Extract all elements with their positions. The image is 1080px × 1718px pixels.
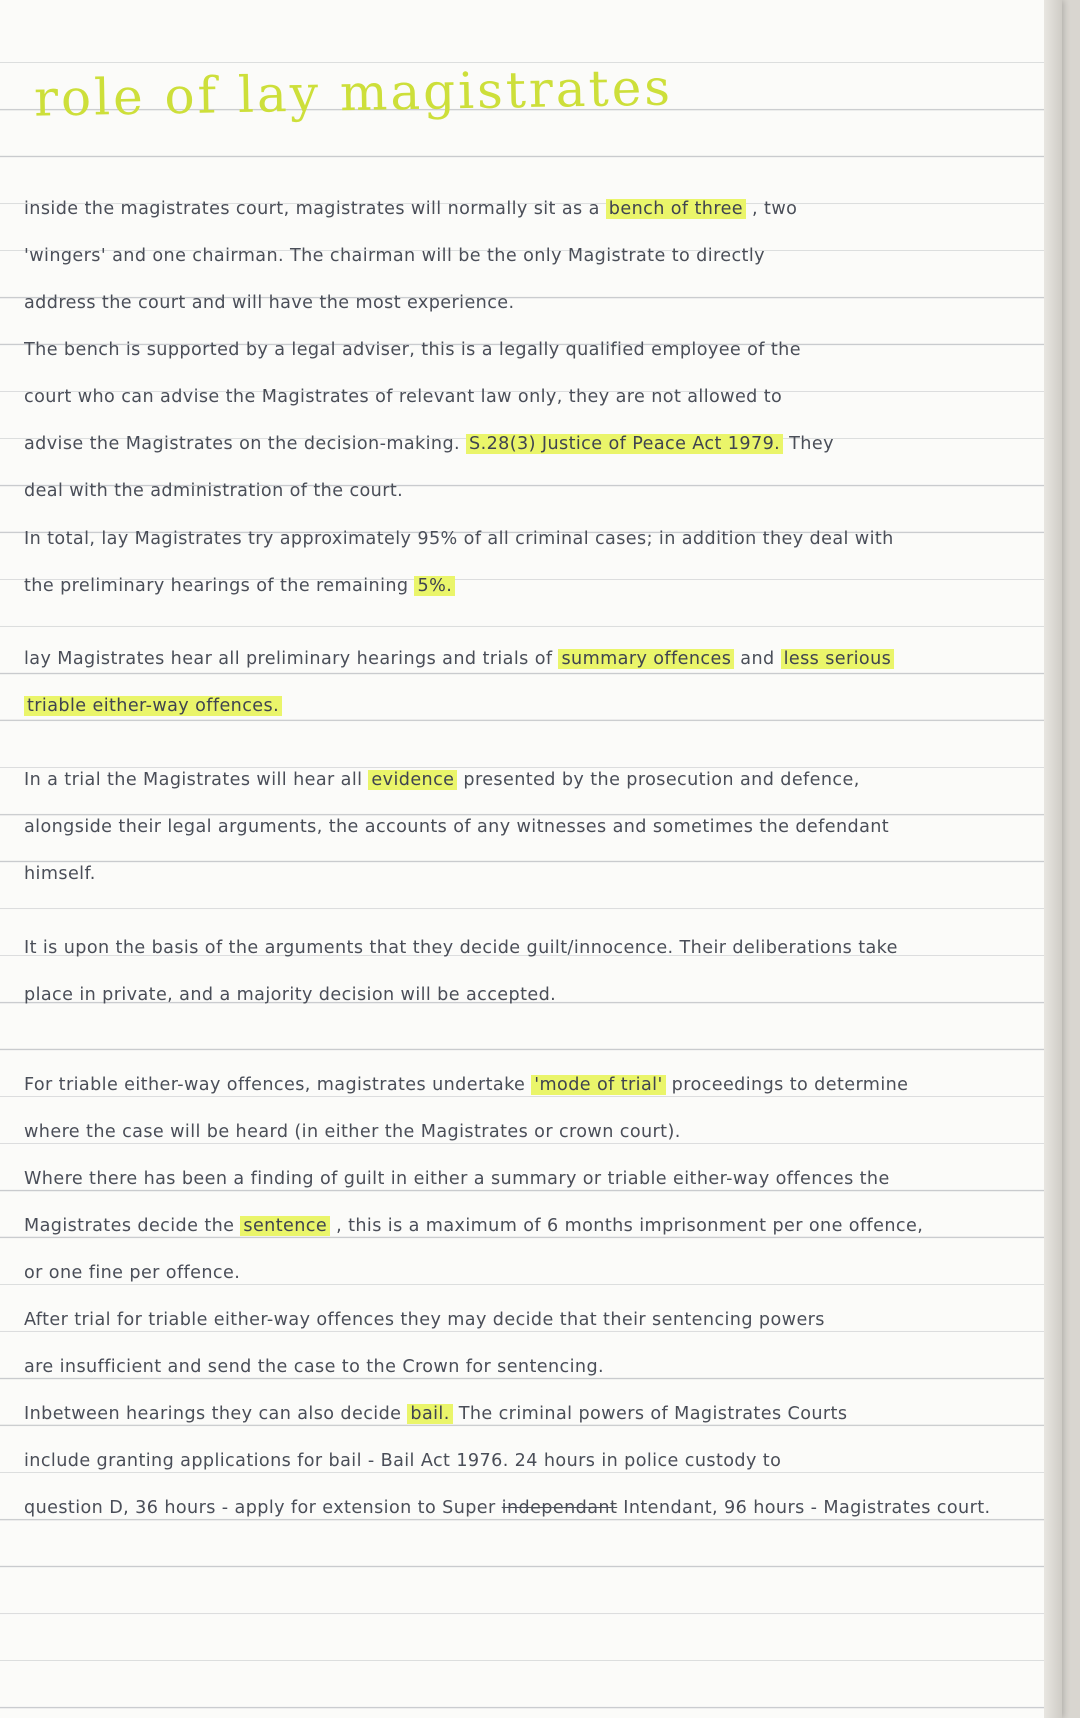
note-line bbox=[24, 1438, 1024, 1485]
highlighted-term: less serious bbox=[781, 649, 895, 669]
highlighted-term: bail. bbox=[407, 1404, 452, 1424]
note-text: are insufficient and send the case to the Crown for sentencing. bbox=[24, 1357, 605, 1377]
note-line bbox=[24, 374, 1024, 421]
note-text: lay Magistrates hear all preliminary hearings and trials of bbox=[24, 649, 559, 669]
note-line bbox=[24, 1250, 1024, 1297]
note-text: proceedings to determine bbox=[665, 1075, 909, 1095]
note-text: deal with the administration of the court. bbox=[24, 481, 404, 501]
note-text: or one fine per offence. bbox=[24, 1263, 241, 1283]
page-title: role of lay magistrates bbox=[33, 58, 674, 128]
note-line bbox=[24, 1297, 1024, 1344]
note-text: The criminal powers of Magistrates Courts bbox=[452, 1404, 848, 1424]
note-line bbox=[24, 516, 1024, 563]
note-text: In total, lay Magistrates try approximately 95% of all criminal cases; in addition they deal with bbox=[24, 529, 894, 549]
note-text: inside the magistrates court, magistrates will normally sit as a bbox=[24, 199, 606, 219]
note-text: 'wingers' and one chairman. The chairman will be the only Magistrate to directly bbox=[24, 246, 765, 266]
note-line bbox=[24, 1391, 1024, 1438]
note-line bbox=[24, 925, 1024, 972]
note-line bbox=[24, 421, 1024, 468]
page-edge bbox=[1044, 0, 1062, 1718]
highlighted-term: evidence bbox=[368, 770, 457, 790]
note-text: It is upon the basis of the arguments that they decide guilt/innocence. Their deliberations take bbox=[24, 938, 898, 958]
note-line bbox=[24, 233, 1024, 280]
paragraph-case-share bbox=[24, 516, 1024, 610]
note-text: court who can advise the Magistrates of relevant law only, they are not allowed to bbox=[24, 387, 783, 407]
paragraph-bench-composition bbox=[24, 186, 1024, 515]
note-text: The bench is supported by a legal adviser, this is a legally qualified employee of the bbox=[24, 340, 801, 360]
note-text: question D, 36 hours - apply for extension to Super bbox=[24, 1498, 502, 1518]
note-text: Where there has been a finding of guilt in either a summary or triable either-way offences the bbox=[24, 1169, 890, 1189]
note-text: place in private, and a majority decision will be accepted. bbox=[24, 985, 557, 1005]
note-line bbox=[24, 280, 1024, 327]
highlighted-term: 5%. bbox=[414, 576, 455, 596]
note-text: alongside their legal arguments, the accounts of any witnesses and sometimes the defendant bbox=[24, 817, 890, 837]
note-text: , two bbox=[746, 199, 798, 219]
note-line bbox=[24, 1485, 1024, 1532]
note-line bbox=[24, 1203, 1024, 1250]
note-text: himself. bbox=[24, 864, 96, 884]
note-text: include granting applications for bail - Bail Act 1976. 24 hours in police custody to bbox=[24, 1451, 782, 1471]
note-text: , this is a maximum of 6 months imprisonment per one offence, bbox=[330, 1216, 924, 1236]
note-line bbox=[24, 636, 1024, 683]
note-text: After trial for triable either-way offences they may decide that their sentencing powers bbox=[24, 1310, 825, 1330]
note-text: presented by the prosecution and defence, bbox=[457, 770, 860, 790]
note-text: the preliminary hearings of the remaining bbox=[24, 576, 415, 596]
note-line bbox=[24, 1062, 1024, 1109]
note-text: Inbetween hearings they can also decide bbox=[24, 1404, 408, 1424]
note-text: Intendant, 96 hours - Magistrates court. bbox=[617, 1498, 991, 1518]
note-text: They bbox=[783, 434, 834, 454]
note-text: Magistrates decide the bbox=[24, 1216, 241, 1236]
highlighted-term: triable either-way offences. bbox=[24, 696, 282, 716]
note-line bbox=[24, 1344, 1024, 1391]
note-line bbox=[24, 563, 1024, 610]
crossed-out-word: independant bbox=[501, 1498, 618, 1518]
note-line bbox=[24, 327, 1024, 374]
paragraph-offence-types bbox=[24, 636, 1024, 730]
note-text: and bbox=[734, 649, 781, 669]
note-text: In a trial the Magistrates will hear all bbox=[24, 770, 369, 790]
note-line bbox=[24, 804, 1024, 851]
note-text: where the case will be heard (in either the Magistrates or crown court). bbox=[24, 1122, 681, 1142]
note-text: advise the Magistrates on the decision-making. bbox=[24, 434, 467, 454]
highlighted-term: bench of three bbox=[606, 199, 746, 219]
note-text: address the court and will have the most experience. bbox=[24, 293, 515, 313]
paragraph-sentencing-bail bbox=[24, 1062, 1024, 1532]
highlighted-term: S.28(3) Justice of Peace Act 1979. bbox=[466, 434, 783, 454]
highlighted-term: 'mode of trial' bbox=[531, 1075, 665, 1095]
note-line bbox=[24, 757, 1024, 804]
paragraph-deliberations bbox=[24, 925, 1024, 1019]
note-line bbox=[24, 972, 1024, 1019]
note-line bbox=[24, 851, 1024, 898]
note-line bbox=[24, 1156, 1024, 1203]
paragraph-trial-evidence bbox=[24, 757, 1024, 898]
note-line bbox=[24, 683, 1024, 730]
note-line bbox=[24, 1109, 1024, 1156]
highlighted-term: summary offences bbox=[558, 649, 734, 669]
note-line bbox=[24, 468, 1024, 515]
note-text: For triable either-way offences, magistrates undertake bbox=[24, 1075, 532, 1095]
highlighted-term: sentence bbox=[240, 1216, 330, 1236]
note-line bbox=[24, 186, 1024, 233]
